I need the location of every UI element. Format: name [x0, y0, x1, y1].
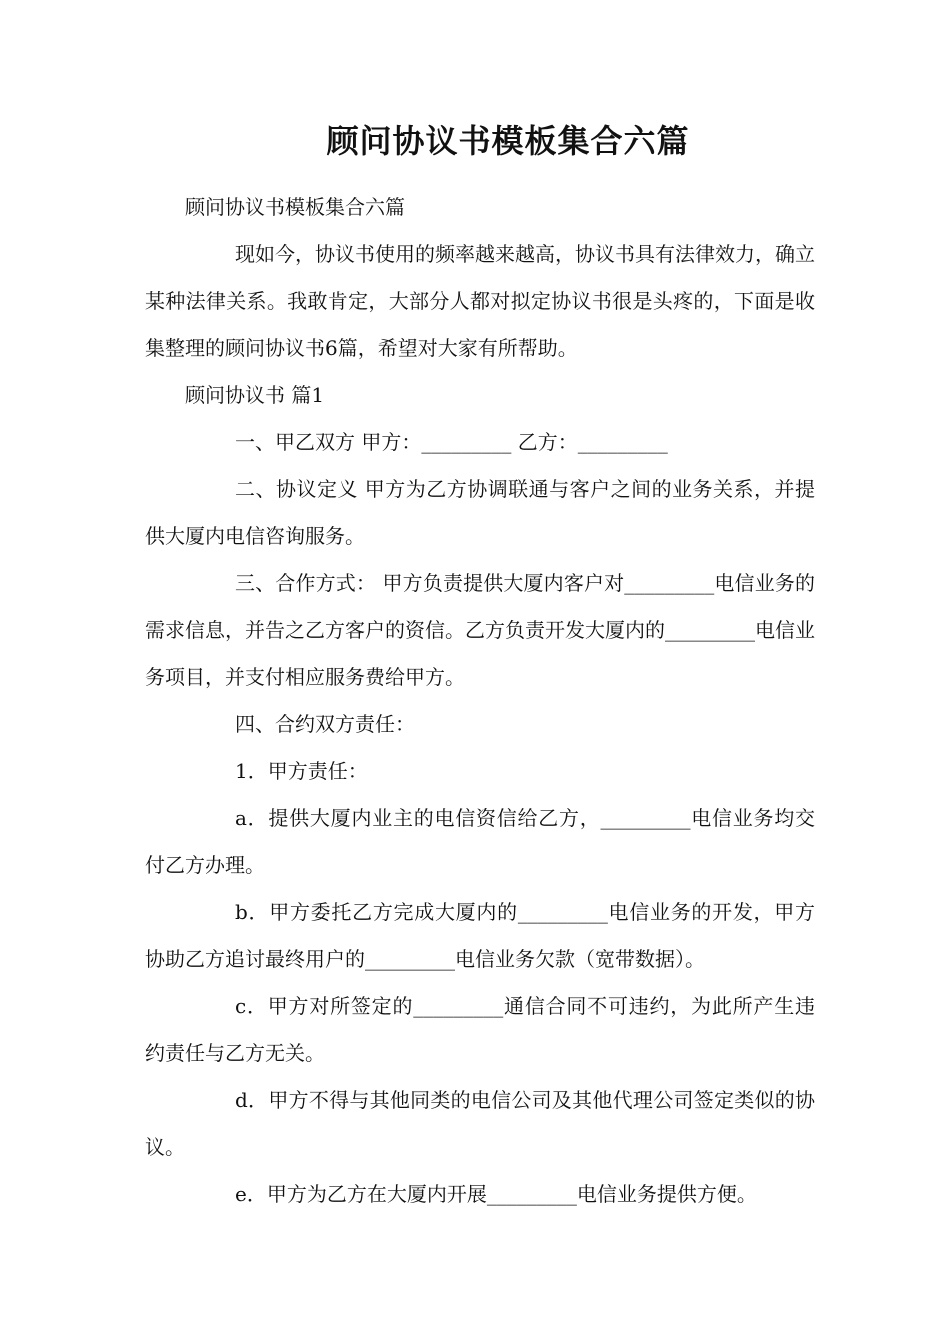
clause-item-d: d．甲方不得与其他同类的电信公司及其他代理公司签定类似的协议。: [145, 1088, 815, 1159]
clause-definition: 二、协议定义 甲方为乙方协调联通与客户之间的业务关系，并提供大厦内电信咨询服务。: [145, 477, 815, 548]
clause-party-a-responsibility: 1．甲方责任：: [235, 759, 368, 783]
clause-item-e: e．甲方为乙方在大厦内开展_________电信业务提供方便。: [235, 1182, 757, 1206]
clause-responsibilities: 四、合约双方责任：: [235, 712, 415, 736]
subtitle-paragraph: 顾问协议书模板集合六篇: [185, 195, 405, 219]
clause-item-b: b．甲方委托乙方完成大厦内的_________电信业务的开发，甲方协助乙方追讨最终用户的_________电信业务欠款（宽带数据）。: [145, 900, 815, 971]
section-heading: 顾问协议书 篇1: [185, 383, 325, 407]
document-body: [145, 184, 815, 1218]
intro-paragraph: 现如今，协议书使用的频率越来越高，协议书具有法律效力，确立某种法律关系。我敢肯定，大部分人都对拟定协议书很是头疼的，下面是收集整理的顾问协议书6篇，希望对大家有所帮助。: [145, 242, 815, 360]
document-title: 顾问协议书模板集合六篇: [326, 122, 690, 160]
clause-item-a: a．提供大厦内业主的电信资信给乙方，_________电信业务均交付乙方办理。: [145, 806, 815, 877]
clause-cooperation: 三、合作方式： 甲方负责提供大厦内客户对_________电信业务的需求信息，并告之乙方客户的资信。乙方负责开发大厦内的_________电信业务项目，并支付相应服务费给甲方。: [145, 571, 815, 689]
clause-item-c: c．甲方对所签定的_________通信合同不可违约，为此所产生违约责任与乙方无关。: [145, 994, 815, 1065]
clause-parties: 一、甲乙双方 甲方：_________ 乙方：_________: [235, 430, 668, 454]
